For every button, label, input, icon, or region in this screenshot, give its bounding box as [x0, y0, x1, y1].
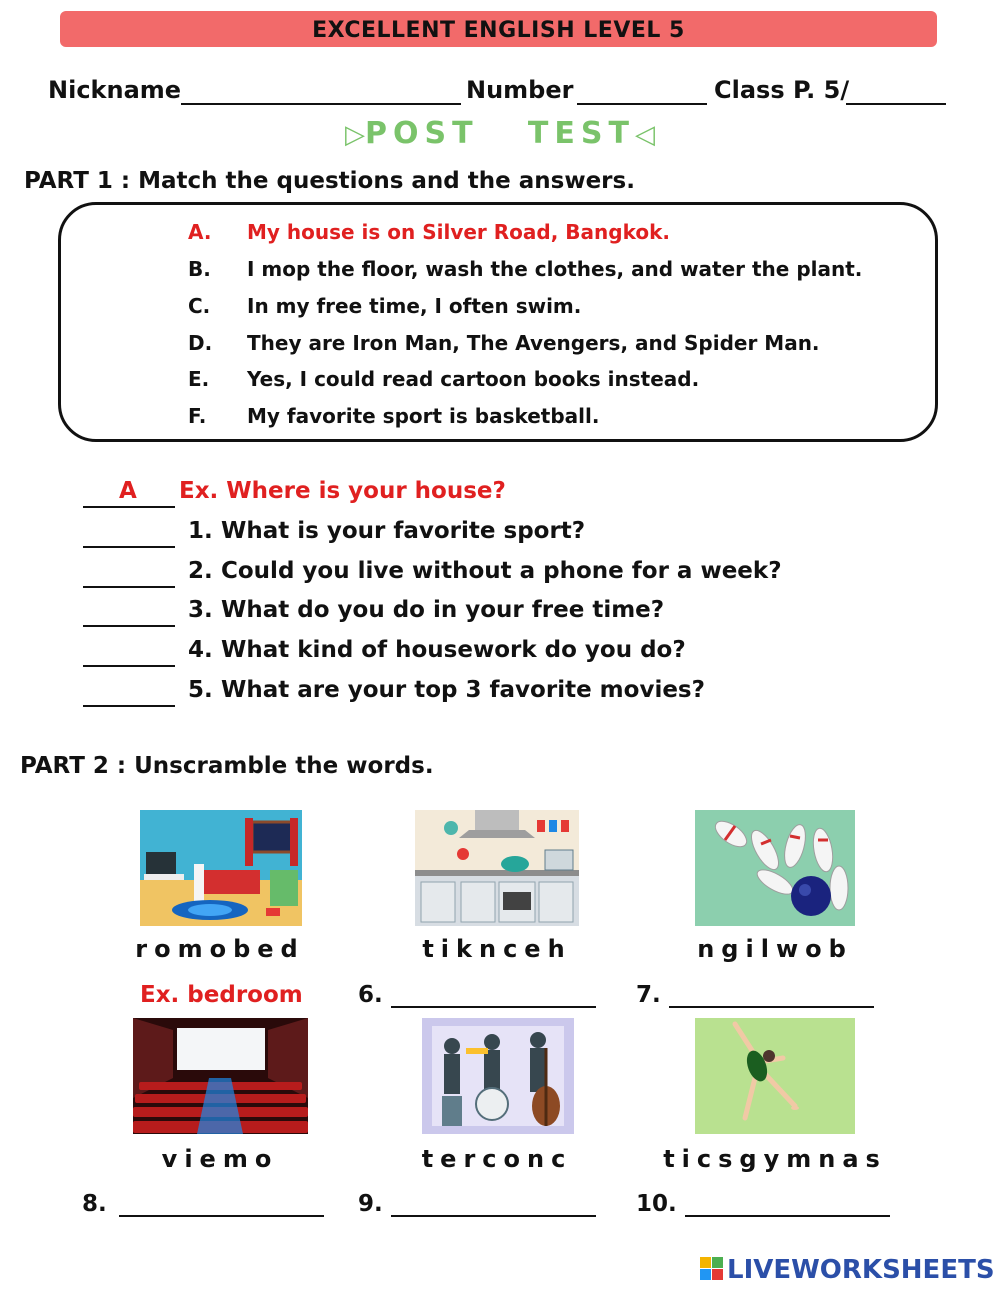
answer-text: My house is on Silver Road, Bangkok. — [247, 220, 670, 244]
answer-letter: D. — [188, 331, 213, 355]
scrambled-word-2: tiknceh — [422, 935, 572, 963]
cinema-picture — [133, 1018, 308, 1134]
nickname-field[interactable] — [181, 103, 461, 105]
answer-text: My favorite sport is basketball. — [247, 404, 600, 428]
answer-text: They are Iron Man, The Avengers, and Spider Man. — [247, 331, 820, 355]
answer-number: 8. — [82, 1191, 107, 1217]
part2-heading: PART 2 : Unscramble the words. — [20, 753, 434, 779]
question-number: 2. — [188, 558, 213, 584]
student-info-row — [48, 76, 958, 108]
question-text: Could you live without a phone for a week? — [221, 558, 782, 584]
answer-number: 10. — [636, 1191, 677, 1217]
number-label: Number — [466, 76, 574, 104]
example-answer: A — [119, 478, 137, 504]
answer-text: I mop the floor, wash the clothes, and water the plant. — [247, 257, 863, 281]
answer-field-9[interactable] — [391, 1195, 596, 1217]
answer-number: 9. — [358, 1191, 383, 1217]
scrambled-word-3: ngilwob — [697, 935, 853, 963]
class-field[interactable] — [846, 103, 946, 105]
scrambled-word-4: viemo — [161, 1145, 279, 1173]
answer-8 — [82, 1191, 324, 1217]
answer-blank-4[interactable] — [83, 665, 175, 667]
answer-letter: E. — [188, 367, 210, 391]
answer-number: 7. — [636, 982, 661, 1008]
scrambled-word-5: terconc — [421, 1145, 573, 1173]
logo-text: LIVEWORKSHEETS — [727, 1255, 995, 1285]
concert-picture — [422, 1018, 574, 1134]
answer-field-10[interactable] — [685, 1195, 890, 1217]
triangle-left-icon: ◁ — [634, 120, 655, 150]
answer-letter: B. — [188, 257, 211, 281]
part1-heading: PART 1 : Match the questions and the answers. — [24, 168, 635, 194]
answer-blank-3[interactable] — [83, 625, 175, 627]
question-text: What do you do in your free time? — [221, 597, 665, 623]
answer-6 — [358, 982, 596, 1008]
answer-number: 6. — [358, 982, 383, 1008]
question-text: What kind of housework do you do? — [221, 637, 686, 663]
question-number: 4. — [188, 637, 213, 663]
answer-text: In my free time, I often swim. — [247, 294, 582, 318]
class-label: Class P. 5/ — [714, 76, 850, 104]
triangle-right-icon: ▷ — [345, 120, 366, 150]
answer-10 — [636, 1191, 890, 1217]
example-question-text: Ex. Where is your house? — [179, 478, 506, 504]
logo-blocks-icon — [700, 1257, 724, 1281]
answer-letter: A. — [188, 220, 212, 244]
answer-blank-2[interactable] — [83, 586, 175, 588]
answer-letter: C. — [188, 294, 211, 318]
liveworksheets-logo[interactable] — [700, 1255, 995, 1285]
kitchen-picture — [415, 810, 579, 926]
answer-9 — [358, 1191, 596, 1217]
post-test-heading — [0, 116, 1000, 151]
scrambled-word-1: romobed — [135, 935, 305, 963]
number-field[interactable] — [577, 103, 707, 105]
answer-field-6[interactable] — [391, 986, 596, 1008]
bedroom-picture — [140, 810, 302, 926]
question-text: What are your top 3 favorite movies? — [221, 677, 705, 703]
worksheet-title: EXCELLENT ENGLISH LEVEL 5 — [60, 11, 937, 47]
answer-field-8[interactable] — [119, 1195, 324, 1217]
answer-blank-5[interactable] — [83, 705, 175, 707]
example-answer-line — [83, 506, 175, 508]
scrambled-word-6: ticsgymnas — [663, 1145, 887, 1173]
answer-field-7[interactable] — [669, 986, 874, 1008]
answer-7 — [636, 982, 874, 1008]
gymnastics-picture — [695, 1018, 855, 1134]
question-text: What is your favorite sport? — [221, 518, 586, 544]
answer-text: Yes, I could read cartoon books instead. — [247, 367, 700, 391]
answer-blank-1[interactable] — [83, 546, 175, 548]
nickname-label: Nickname — [48, 76, 182, 104]
question-number: 1. — [188, 518, 213, 544]
question-number: 3. — [188, 597, 213, 623]
example-answer-word: Ex. bedroom — [140, 982, 303, 1008]
question-number: 5. — [188, 677, 213, 703]
bowling-picture — [695, 810, 855, 926]
post-test-label: POST TEST — [365, 116, 635, 151]
answer-letter: F. — [188, 404, 207, 428]
